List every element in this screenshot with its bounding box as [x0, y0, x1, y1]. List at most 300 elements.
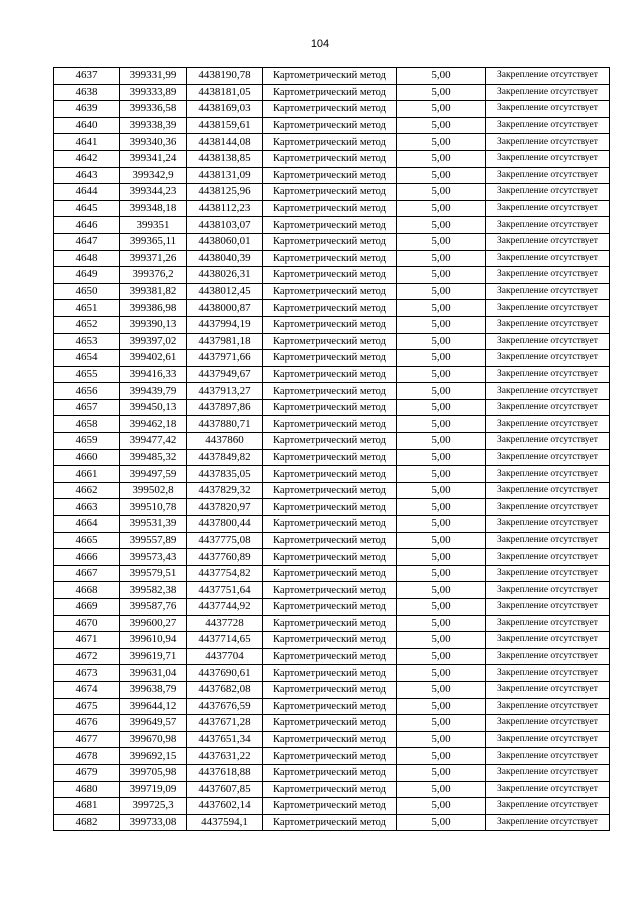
- table-row: [54, 233, 610, 250]
- y-coordinate-cell: 4437949,67: [187, 366, 263, 383]
- method-cell: Картометрический метод: [263, 433, 397, 450]
- method-cell: Картометрический метод: [263, 449, 397, 466]
- x-coordinate-cell: 399348,18: [120, 200, 187, 217]
- table-row: [54, 184, 610, 201]
- fixation-cell: Закрепление отсутствует: [486, 648, 610, 665]
- point-number-cell: 4679: [54, 764, 120, 781]
- accuracy-cell: 5,00: [397, 84, 486, 101]
- method-cell: Картометрический метод: [263, 84, 397, 101]
- fixation-cell: Закрепление отсутствует: [486, 101, 610, 118]
- point-number-cell: 4651: [54, 300, 120, 317]
- table-row: [54, 731, 610, 748]
- fixation-cell: Закрепление отсутствует: [486, 333, 610, 350]
- y-coordinate-cell: 4437880,71: [187, 416, 263, 433]
- method-cell: Картометрический метод: [263, 781, 397, 798]
- method-cell: Картометрический метод: [263, 233, 397, 250]
- accuracy-cell: 5,00: [397, 433, 486, 450]
- y-coordinate-cell: 4437744,92: [187, 599, 263, 616]
- accuracy-cell: 5,00: [397, 333, 486, 350]
- y-coordinate-cell: 4438190,78: [187, 68, 263, 85]
- fixation-cell: Закрепление отсутствует: [486, 549, 610, 566]
- table-row: [54, 117, 610, 134]
- page-number: 104: [310, 38, 330, 50]
- accuracy-cell: 5,00: [397, 549, 486, 566]
- fixation-cell: Закрепление отсутствует: [486, 416, 610, 433]
- accuracy-cell: 5,00: [397, 383, 486, 400]
- table-row: [54, 250, 610, 267]
- fixation-cell: Закрепление отсутствует: [486, 681, 610, 698]
- accuracy-cell: 5,00: [397, 416, 486, 433]
- x-coordinate-cell: 399573,43: [120, 549, 187, 566]
- y-coordinate-cell: 4438144,08: [187, 134, 263, 151]
- table-row: [54, 366, 610, 383]
- method-cell: Картометрический метод: [263, 283, 397, 300]
- x-coordinate-cell: 399450,13: [120, 399, 187, 416]
- accuracy-cell: 5,00: [397, 350, 486, 367]
- point-number-cell: 4666: [54, 549, 120, 566]
- accuracy-cell: 5,00: [397, 665, 486, 682]
- point-number-cell: 4641: [54, 134, 120, 151]
- x-coordinate-cell: 399439,79: [120, 383, 187, 400]
- table-row: [54, 632, 610, 649]
- point-number-cell: 4642: [54, 150, 120, 167]
- point-number-cell: 4663: [54, 499, 120, 516]
- table-row: [54, 516, 610, 533]
- fixation-cell: Закрепление отсутствует: [486, 184, 610, 201]
- y-coordinate-cell: 4437728: [187, 615, 263, 632]
- accuracy-cell: 5,00: [397, 316, 486, 333]
- accuracy-cell: 5,00: [397, 167, 486, 184]
- point-number-cell: 4658: [54, 416, 120, 433]
- accuracy-cell: 5,00: [397, 217, 486, 234]
- fixation-cell: Закрепление отсутствует: [486, 615, 610, 632]
- x-coordinate-cell: 399582,38: [120, 582, 187, 599]
- fixation-cell: Закрепление отсутствует: [486, 798, 610, 815]
- point-number-cell: 4681: [54, 798, 120, 815]
- x-coordinate-cell: 399670,98: [120, 731, 187, 748]
- method-cell: Картометрический метод: [263, 549, 397, 566]
- point-number-cell: 4640: [54, 117, 120, 134]
- table-row: [54, 681, 610, 698]
- y-coordinate-cell: 4438131,09: [187, 167, 263, 184]
- method-cell: Картометрический метод: [263, 648, 397, 665]
- accuracy-cell: 5,00: [397, 648, 486, 665]
- accuracy-cell: 5,00: [397, 101, 486, 118]
- y-coordinate-cell: 4438181,05: [187, 84, 263, 101]
- table-row: [54, 350, 610, 367]
- point-number-cell: 4669: [54, 599, 120, 616]
- point-number-cell: 4672: [54, 648, 120, 665]
- x-coordinate-cell: 399725,3: [120, 798, 187, 815]
- table-row: [54, 565, 610, 582]
- x-coordinate-cell: 399402,61: [120, 350, 187, 367]
- method-cell: Картометрический метод: [263, 350, 397, 367]
- fixation-cell: Закрепление отсутствует: [486, 731, 610, 748]
- point-number-cell: 4657: [54, 399, 120, 416]
- x-coordinate-cell: 399600,27: [120, 615, 187, 632]
- point-number-cell: 4664: [54, 516, 120, 533]
- point-number-cell: 4673: [54, 665, 120, 682]
- x-coordinate-cell: 399502,8: [120, 482, 187, 499]
- method-cell: Картометрический метод: [263, 416, 397, 433]
- accuracy-cell: 5,00: [397, 449, 486, 466]
- method-cell: Картометрический метод: [263, 383, 397, 400]
- point-number-cell: 4643: [54, 167, 120, 184]
- x-coordinate-cell: 399416,33: [120, 366, 187, 383]
- fixation-cell: Закрепление отсутствует: [486, 466, 610, 483]
- point-number-cell: 4652: [54, 316, 120, 333]
- x-coordinate-cell: 399344,23: [120, 184, 187, 201]
- y-coordinate-cell: 4437829,32: [187, 482, 263, 499]
- accuracy-cell: 5,00: [397, 798, 486, 815]
- table-row: [54, 715, 610, 732]
- table-row: [54, 416, 610, 433]
- point-number-cell: 4649: [54, 267, 120, 284]
- x-coordinate-cell: 399497,59: [120, 466, 187, 483]
- y-coordinate-cell: 4438125,96: [187, 184, 263, 201]
- table-row: [54, 333, 610, 350]
- fixation-cell: Закрепление отсутствует: [486, 84, 610, 101]
- point-number-cell: 4661: [54, 466, 120, 483]
- fixation-cell: Закрепление отсутствует: [486, 200, 610, 217]
- accuracy-cell: 5,00: [397, 267, 486, 284]
- point-number-cell: 4646: [54, 217, 120, 234]
- accuracy-cell: 5,00: [397, 366, 486, 383]
- accuracy-cell: 5,00: [397, 764, 486, 781]
- accuracy-cell: 5,00: [397, 466, 486, 483]
- x-coordinate-cell: 399610,94: [120, 632, 187, 649]
- accuracy-cell: 5,00: [397, 200, 486, 217]
- table-row: [54, 665, 610, 682]
- point-number-cell: 4644: [54, 184, 120, 201]
- y-coordinate-cell: 4437820,97: [187, 499, 263, 516]
- fixation-cell: Закрепление отсутствует: [486, 698, 610, 715]
- fixation-cell: Закрепление отсутствует: [486, 233, 610, 250]
- table-row: [54, 482, 610, 499]
- y-coordinate-cell: 4438103,07: [187, 217, 263, 234]
- x-coordinate-cell: 399333,89: [120, 84, 187, 101]
- x-coordinate-cell: 399336,58: [120, 101, 187, 118]
- table-row: [54, 814, 610, 831]
- fixation-cell: Закрепление отсутствует: [486, 117, 610, 134]
- x-coordinate-cell: 399376,2: [120, 267, 187, 284]
- y-coordinate-cell: 4437754,82: [187, 565, 263, 582]
- table-row: [54, 499, 610, 516]
- y-coordinate-cell: 4437682,08: [187, 681, 263, 698]
- method-cell: Картометрический метод: [263, 250, 397, 267]
- table-row: [54, 150, 610, 167]
- point-number-cell: 4662: [54, 482, 120, 499]
- x-coordinate-cell: 399638,79: [120, 681, 187, 698]
- y-coordinate-cell: 4437760,89: [187, 549, 263, 566]
- table-row: [54, 449, 610, 466]
- method-cell: Картометрический метод: [263, 615, 397, 632]
- table-row: [54, 433, 610, 450]
- table-row: [54, 748, 610, 765]
- accuracy-cell: 5,00: [397, 68, 486, 85]
- point-number-cell: 4654: [54, 350, 120, 367]
- fixation-cell: Закрепление отсутствует: [486, 283, 610, 300]
- y-coordinate-cell: 4437751,64: [187, 582, 263, 599]
- accuracy-cell: 5,00: [397, 748, 486, 765]
- method-cell: Картометрический метод: [263, 267, 397, 284]
- x-coordinate-cell: 399397,02: [120, 333, 187, 350]
- fixation-cell: Закрепление отсутствует: [486, 499, 610, 516]
- y-coordinate-cell: 4437602,14: [187, 798, 263, 815]
- table-row: [54, 648, 610, 665]
- y-coordinate-cell: 4438060,01: [187, 233, 263, 250]
- x-coordinate-cell: 399340,36: [120, 134, 187, 151]
- y-coordinate-cell: 4438000,87: [187, 300, 263, 317]
- accuracy-cell: 5,00: [397, 233, 486, 250]
- method-cell: Картометрический метод: [263, 150, 397, 167]
- method-cell: Картометрический метод: [263, 532, 397, 549]
- point-number-cell: 4670: [54, 615, 120, 632]
- y-coordinate-cell: 4437835,05: [187, 466, 263, 483]
- x-coordinate-cell: 399342,9: [120, 167, 187, 184]
- fixation-cell: Закрепление отсутствует: [486, 814, 610, 831]
- method-cell: Картометрический метод: [263, 184, 397, 201]
- coordinates-table: [53, 67, 610, 831]
- method-cell: Картометрический метод: [263, 134, 397, 151]
- table-row: [54, 300, 610, 317]
- fixation-cell: Закрепление отсутствует: [486, 366, 610, 383]
- method-cell: Картометрический метод: [263, 68, 397, 85]
- x-coordinate-cell: 399390,13: [120, 316, 187, 333]
- point-number-cell: 4678: [54, 748, 120, 765]
- fixation-cell: Закрепление отсутствует: [486, 433, 610, 450]
- table-row: [54, 167, 610, 184]
- table-row: [54, 582, 610, 599]
- y-coordinate-cell: 4438012,45: [187, 283, 263, 300]
- table-row: [54, 466, 610, 483]
- y-coordinate-cell: 4437897,86: [187, 399, 263, 416]
- accuracy-cell: 5,00: [397, 599, 486, 616]
- point-number-cell: 4660: [54, 449, 120, 466]
- fixation-cell: Закрепление отсутствует: [486, 781, 610, 798]
- method-cell: Картометрический метод: [263, 333, 397, 350]
- y-coordinate-cell: 4437631,22: [187, 748, 263, 765]
- table-row: [54, 267, 610, 284]
- method-cell: Картометрический метод: [263, 499, 397, 516]
- y-coordinate-cell: 4437690,61: [187, 665, 263, 682]
- fixation-cell: Закрепление отсутствует: [486, 300, 610, 317]
- table-row: [54, 599, 610, 616]
- y-coordinate-cell: 4437800,44: [187, 516, 263, 533]
- method-cell: Картометрический метод: [263, 715, 397, 732]
- point-number-cell: 4647: [54, 233, 120, 250]
- x-coordinate-cell: 399619,71: [120, 648, 187, 665]
- point-number-cell: 4653: [54, 333, 120, 350]
- table-row: [54, 764, 610, 781]
- point-number-cell: 4676: [54, 715, 120, 732]
- y-coordinate-cell: 4438138,85: [187, 150, 263, 167]
- x-coordinate-cell: 399338,39: [120, 117, 187, 134]
- table-row: [54, 615, 610, 632]
- method-cell: Картометрический метод: [263, 582, 397, 599]
- table-row: [54, 532, 610, 549]
- x-coordinate-cell: 399510,78: [120, 499, 187, 516]
- table-row: [54, 200, 610, 217]
- x-coordinate-cell: 399649,57: [120, 715, 187, 732]
- y-coordinate-cell: 4437994,19: [187, 316, 263, 333]
- point-number-cell: 4650: [54, 283, 120, 300]
- point-number-cell: 4665: [54, 532, 120, 549]
- method-cell: Картометрический метод: [263, 681, 397, 698]
- accuracy-cell: 5,00: [397, 715, 486, 732]
- point-number-cell: 4668: [54, 582, 120, 599]
- x-coordinate-cell: 399631,04: [120, 665, 187, 682]
- method-cell: Картометрический метод: [263, 200, 397, 217]
- table-row: [54, 798, 610, 815]
- x-coordinate-cell: 399386,98: [120, 300, 187, 317]
- method-cell: Картометрический метод: [263, 516, 397, 533]
- method-cell: Картометрический метод: [263, 632, 397, 649]
- fixation-cell: Закрепление отсутствует: [486, 582, 610, 599]
- accuracy-cell: 5,00: [397, 565, 486, 582]
- point-number-cell: 4674: [54, 681, 120, 698]
- fixation-cell: Закрепление отсутствует: [486, 134, 610, 151]
- method-cell: Картометрический метод: [263, 814, 397, 831]
- y-coordinate-cell: 4437671,28: [187, 715, 263, 732]
- fixation-cell: Закрепление отсутствует: [486, 532, 610, 549]
- accuracy-cell: 5,00: [397, 731, 486, 748]
- table-row: [54, 781, 610, 798]
- table-row: [54, 383, 610, 400]
- accuracy-cell: 5,00: [397, 681, 486, 698]
- y-coordinate-cell: 4437849,82: [187, 449, 263, 466]
- x-coordinate-cell: 399371,26: [120, 250, 187, 267]
- y-coordinate-cell: 4437981,18: [187, 333, 263, 350]
- fixation-cell: Закрепление отсутствует: [486, 748, 610, 765]
- accuracy-cell: 5,00: [397, 482, 486, 499]
- accuracy-cell: 5,00: [397, 499, 486, 516]
- method-cell: Картометрический метод: [263, 366, 397, 383]
- point-number-cell: 4680: [54, 781, 120, 798]
- x-coordinate-cell: 399579,51: [120, 565, 187, 582]
- fixation-cell: Закрепление отсутствует: [486, 316, 610, 333]
- point-number-cell: 4645: [54, 200, 120, 217]
- method-cell: Картометрический метод: [263, 167, 397, 184]
- x-coordinate-cell: 399381,82: [120, 283, 187, 300]
- fixation-cell: Закрепление отсутствует: [486, 167, 610, 184]
- method-cell: Картометрический метод: [263, 731, 397, 748]
- x-coordinate-cell: 399705,98: [120, 764, 187, 781]
- table-row: [54, 283, 610, 300]
- method-cell: Картометрический метод: [263, 748, 397, 765]
- fixation-cell: Закрепление отсутствует: [486, 350, 610, 367]
- method-cell: Картометрический метод: [263, 798, 397, 815]
- point-number-cell: 4655: [54, 366, 120, 383]
- y-coordinate-cell: 4437618,88: [187, 764, 263, 781]
- method-cell: Картометрический метод: [263, 482, 397, 499]
- accuracy-cell: 5,00: [397, 283, 486, 300]
- table-row: [54, 549, 610, 566]
- method-cell: Картометрический метод: [263, 399, 397, 416]
- y-coordinate-cell: 4437860: [187, 433, 263, 450]
- x-coordinate-cell: 399485,32: [120, 449, 187, 466]
- coordinates-table-body: [54, 68, 610, 831]
- accuracy-cell: 5,00: [397, 615, 486, 632]
- method-cell: Картометрический метод: [263, 117, 397, 134]
- point-number-cell: 4656: [54, 383, 120, 400]
- method-cell: Картометрический метод: [263, 565, 397, 582]
- x-coordinate-cell: 399477,42: [120, 433, 187, 450]
- x-coordinate-cell: 399644,12: [120, 698, 187, 715]
- point-number-cell: 4659: [54, 433, 120, 450]
- fixation-cell: Закрепление отсутствует: [486, 565, 610, 582]
- point-number-cell: 4667: [54, 565, 120, 582]
- x-coordinate-cell: 399365,11: [120, 233, 187, 250]
- y-coordinate-cell: 4437704: [187, 648, 263, 665]
- method-cell: Картометрический метод: [263, 466, 397, 483]
- y-coordinate-cell: 4438112,23: [187, 200, 263, 217]
- table-row: [54, 316, 610, 333]
- table-row: [54, 217, 610, 234]
- method-cell: Картометрический метод: [263, 300, 397, 317]
- method-cell: Картометрический метод: [263, 665, 397, 682]
- fixation-cell: Закрепление отсутствует: [486, 665, 610, 682]
- x-coordinate-cell: 399331,99: [120, 68, 187, 85]
- fixation-cell: Закрепление отсутствует: [486, 383, 610, 400]
- y-coordinate-cell: 4437676,59: [187, 698, 263, 715]
- fixation-cell: Закрепление отсутствует: [486, 217, 610, 234]
- point-number-cell: 4671: [54, 632, 120, 649]
- y-coordinate-cell: 4437594,1: [187, 814, 263, 831]
- x-coordinate-cell: 399351: [120, 217, 187, 234]
- fixation-cell: Закрепление отсутствует: [486, 632, 610, 649]
- point-number-cell: 4675: [54, 698, 120, 715]
- y-coordinate-cell: 4437913,27: [187, 383, 263, 400]
- point-number-cell: 4639: [54, 101, 120, 118]
- x-coordinate-cell: 399341,24: [120, 150, 187, 167]
- accuracy-cell: 5,00: [397, 814, 486, 831]
- y-coordinate-cell: 4438159,61: [187, 117, 263, 134]
- method-cell: Картометрический метод: [263, 599, 397, 616]
- point-number-cell: 4682: [54, 814, 120, 831]
- y-coordinate-cell: 4437651,34: [187, 731, 263, 748]
- table-row: [54, 399, 610, 416]
- y-coordinate-cell: 4438169,03: [187, 101, 263, 118]
- point-number-cell: 4648: [54, 250, 120, 267]
- y-coordinate-cell: 4437775,08: [187, 532, 263, 549]
- y-coordinate-cell: 4438026,31: [187, 267, 263, 284]
- table-row: [54, 101, 610, 118]
- y-coordinate-cell: 4437714,65: [187, 632, 263, 649]
- accuracy-cell: 5,00: [397, 300, 486, 317]
- x-coordinate-cell: 399719,09: [120, 781, 187, 798]
- y-coordinate-cell: 4438040,39: [187, 250, 263, 267]
- fixation-cell: Закрепление отсутствует: [486, 250, 610, 267]
- x-coordinate-cell: 399733,08: [120, 814, 187, 831]
- y-coordinate-cell: 4437607,85: [187, 781, 263, 798]
- accuracy-cell: 5,00: [397, 532, 486, 549]
- point-number-cell: 4677: [54, 731, 120, 748]
- method-cell: Картометрический метод: [263, 698, 397, 715]
- point-number-cell: 4638: [54, 84, 120, 101]
- accuracy-cell: 5,00: [397, 516, 486, 533]
- accuracy-cell: 5,00: [397, 184, 486, 201]
- accuracy-cell: 5,00: [397, 150, 486, 167]
- x-coordinate-cell: 399557,89: [120, 532, 187, 549]
- method-cell: Картометрический метод: [263, 764, 397, 781]
- fixation-cell: Закрепление отсутствует: [486, 599, 610, 616]
- fixation-cell: Закрепление отсутствует: [486, 764, 610, 781]
- accuracy-cell: 5,00: [397, 399, 486, 416]
- fixation-cell: Закрепление отсутствует: [486, 715, 610, 732]
- x-coordinate-cell: 399692,15: [120, 748, 187, 765]
- accuracy-cell: 5,00: [397, 250, 486, 267]
